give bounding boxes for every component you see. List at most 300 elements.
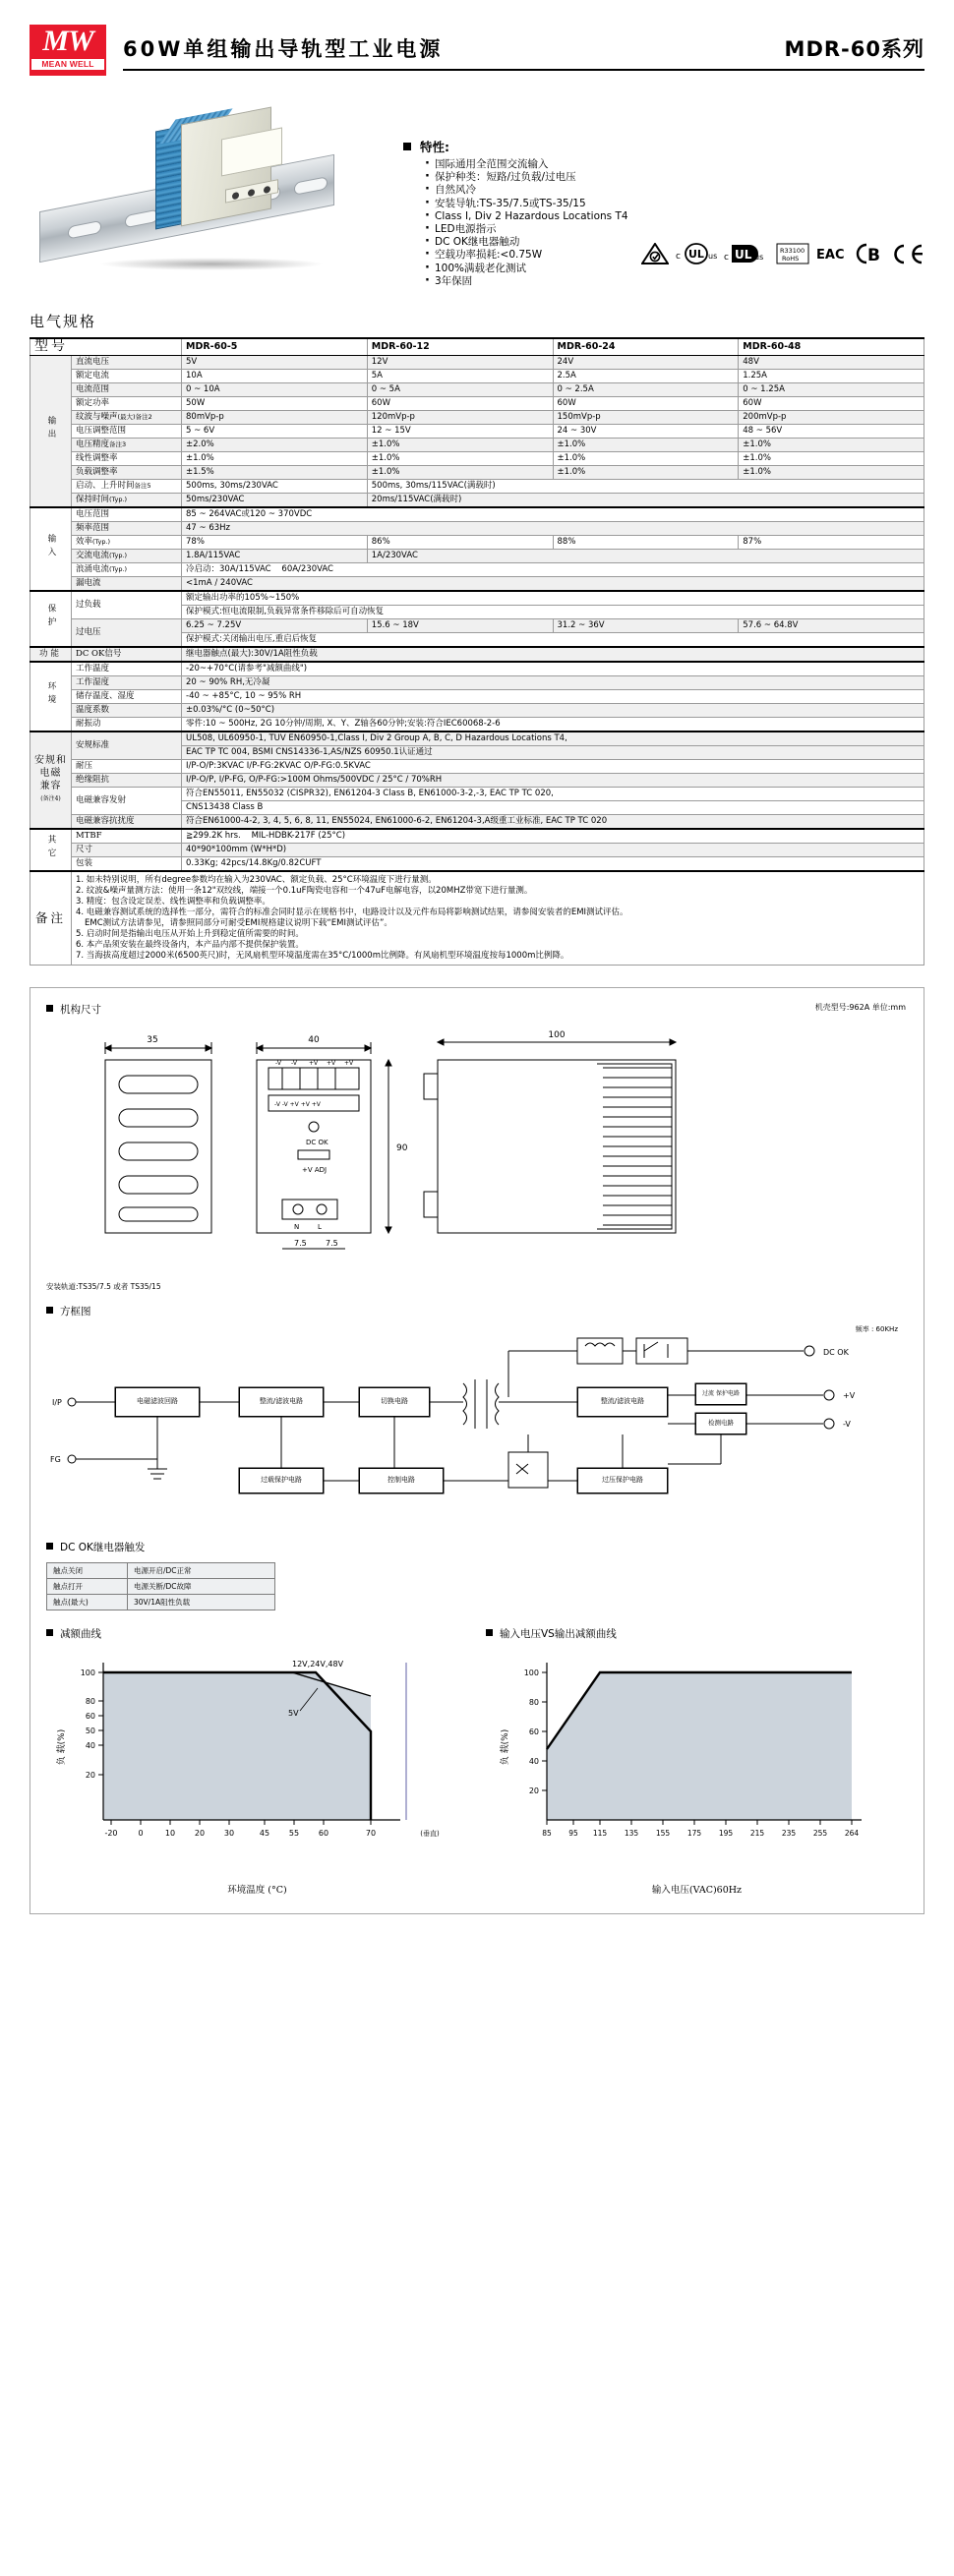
svg-text:UL: UL [688,248,704,261]
eac-icon [816,244,846,263]
table-row-notes [30,871,924,966]
svg-text:235: 235 [781,1828,797,1838]
cell: 20ms/115VAC(满载时) [367,493,924,507]
derating-xlabel: 环境温度 (°C) [227,1884,287,1896]
svg-text:-V: -V [275,1059,281,1067]
block-box: 切换电路 [359,1387,430,1417]
row-label: 启动、上升时间备注5 [72,479,182,493]
charts-row [46,1616,908,1896]
dcok-table [46,1562,275,1610]
row-label: 保持时间(Typ.) [72,493,182,507]
cell: 88% [553,535,739,549]
cell: ±1.0% [739,465,924,479]
svg-text:-V: -V [291,1059,297,1067]
cell: 6.25 ~ 7.25V [182,618,368,632]
cell: 20 ~ 90% RH,无冷凝 [182,675,924,689]
cell: 60W [553,396,739,410]
row-label: 漏电流 [72,576,182,591]
svg-text:264: 264 [844,1828,860,1838]
row-label: 线性调整率 [72,451,182,465]
cell: 50ms/230VAC [182,493,368,507]
svg-text:40: 40 [308,1034,320,1045]
svg-text:45: 45 [259,1828,270,1838]
features-heading-text: 特性: [420,140,449,154]
svg-text:us: us [708,252,717,261]
svg-text:40: 40 [528,1756,539,1766]
ce-icon [891,243,924,264]
row-label: 交流电流(Typ.) [72,549,182,562]
dcok-value: 30V/1A阻性负载 [128,1594,275,1610]
model-col-2: MDR-60-12 [367,338,553,355]
svg-text:85: 85 [542,1828,552,1838]
bullet-square-icon [46,1307,53,1314]
table-row [30,451,924,465]
cell: EAC TP TC 004, BSMI CNS14336-1,AS/NZS 60950.1认证通过 [182,745,924,759]
dcok-title: DC OK继电器触发 [46,1540,908,1554]
table-row-model [30,338,924,355]
cell: 5V [182,355,368,369]
bullet-square-icon [486,1629,493,1636]
series-title: MDR-60系列 [784,37,924,61]
table-row [30,647,924,662]
cell: 60W [739,396,924,410]
svg-text:40: 40 [85,1740,95,1750]
svg-text:+V: +V [309,1059,319,1067]
r33100-rohs-icon [776,243,809,264]
row-label: 工作湿度 [72,675,182,689]
cell: 50W [182,396,368,410]
table-row [30,479,924,493]
cell: 12V [367,355,553,369]
svg-text:10: 10 [164,1828,176,1838]
svg-text:175: 175 [686,1828,702,1838]
svg-text:EAC: EAC [816,248,845,263]
cell: ±1.5% [182,465,368,479]
cell: I/P-O/P:3KVAC I/P-FG:2KVAC O/P-FG:0.5KVAC [182,759,924,773]
group-others: 其它 [30,829,72,871]
row-label: 纹波与噪声(最大)备注2 [72,410,182,424]
svg-text:20: 20 [528,1786,539,1795]
note-line: EMC测试方法请参见，请参照同部分可耐受EMI规格建议说明下载“EMI测试评估”。 [85,917,392,928]
table-row [30,465,924,479]
derating-title: 减额曲线 [46,1626,468,1641]
svg-text:-V: -V [843,1419,851,1429]
spec-table-wrapper [30,337,924,966]
row-label: 过负载 [72,591,182,619]
cell: 继电器触点(最大):30V/1A阻性负载 [182,647,924,662]
svg-text:FG: FG [50,1454,61,1464]
cell: ≧299.2K hrs. MIL-HDBK-217F (25°C) [182,829,924,844]
rail-note: 安装轨道:TS35/7.5 或者 TS35/15 [46,1281,161,1291]
cell: ±1.0% [553,438,739,451]
row-label: 电压精度备注3 [72,438,182,451]
svg-text:I/P: I/P [52,1397,62,1407]
row-label: 额定功率 [72,396,182,410]
cell: 40*90*100mm (W*H*D) [182,843,924,856]
svg-text:80: 80 [528,1697,539,1707]
svg-text:us: us [754,253,764,262]
table-row [30,618,924,632]
row-label: 温度系数 [72,703,182,717]
series-label-5v: 5V [288,1708,299,1718]
table-row [30,438,924,451]
svg-text:c: c [724,253,729,263]
cell: 0 ~ 5A [367,382,553,396]
feature-item: · 3年保固 [425,275,797,288]
svg-text:R33100: R33100 [780,247,805,255]
svg-text:100: 100 [548,1029,566,1040]
cell: 48 ~ 56V [739,424,924,438]
meanwell-logo [30,25,106,76]
svg-text:DC OK: DC OK [823,1347,849,1357]
cell: -40 ~ +85°C, 10 ~ 95% RH [182,689,924,703]
feature-item: · 100%满载老化测试 [425,263,797,275]
svg-text:255: 255 [812,1828,828,1838]
table-row [30,424,924,438]
table-row [30,787,924,800]
svg-text:95: 95 [568,1828,578,1838]
page-header [30,22,924,83]
cell: 1.8A/115VAC [182,549,368,562]
lower-panel [30,987,924,1914]
row-label: 过电压 [72,618,182,647]
row-label: 耐压 [72,759,182,773]
row-label: 频率范围 [72,521,182,535]
row-label: DC OK信号 [72,647,182,662]
cell: 47 ~ 63Hz [182,521,924,535]
block-box: 控制电路 [359,1468,444,1493]
mechanical-drawing [46,1025,908,1298]
cell: 120mVp-p [367,410,553,424]
ul-us-icon [724,243,769,264]
table-row [30,521,924,535]
note-line: 3. 精度：包含设定误差、线性调整率和负载调整率。 [76,896,270,907]
row-label: 包装 [72,856,182,871]
block-diagram-svg [46,1326,931,1528]
input-derating-xlabel: 输入电压(VAC)60Hz [651,1884,743,1896]
svg-text:UL: UL [735,248,752,262]
spec-section-title: 电气规格 [30,313,97,330]
table-row [30,703,924,717]
certification-logos [641,240,924,267]
logo-mark: MW [42,25,93,57]
svg-text:100: 100 [523,1668,539,1677]
row-label: 效率(Typ.) [72,535,182,549]
svg-text:20: 20 [85,1770,95,1780]
group-output: 输出 [30,355,72,507]
svg-text:7.5: 7.5 [326,1238,338,1248]
cell: 0 ~ 2.5A [553,382,739,396]
svg-text:90: 90 [396,1142,408,1153]
features-heading [403,138,797,155]
svg-text:215: 215 [749,1828,765,1838]
table-row [30,549,924,562]
note-line: 2. 纹波&噪声量测方法：使用一条12"双绞线，端接一个0.1uF陶瓷电容和一个47uF电解电容，以20MHZ带宽下进行量测。 [76,885,533,896]
logo-wordmark: MEAN WELL [31,59,104,70]
feature-item: · 自然风冷 [425,184,797,197]
svg-text:70: 70 [365,1828,377,1838]
table-row [30,732,924,746]
mech-svg [46,1025,931,1290]
svg-text:135: 135 [624,1828,639,1838]
derating-svg [46,1649,459,1873]
cell: 5 ~ 6V [182,424,368,438]
row-label: 电磁兼容发射 [72,787,182,814]
note-line: 6. 本产品须安装在最终设备内，本产品内部不提供保护装置。 [76,939,304,950]
model-label: 型号 [30,338,182,355]
cell: ±1.0% [553,465,739,479]
row-label: 储存温度、湿度 [72,689,182,703]
cell: ±1.0% [367,465,553,479]
cell: 150mVp-p [553,410,739,424]
table-row [30,662,924,676]
block-box: 整流/滤波电路 [239,1387,324,1417]
cell: ±1.0% [182,451,368,465]
cell: ±1.0% [739,438,924,451]
row-label: 额定电流 [72,369,182,382]
cell: ±1.0% [739,451,924,465]
cell: 85 ~ 264VAC或120 ~ 370VDC [182,507,924,522]
row-label: 耐振动 [72,717,182,732]
header-divider [123,69,924,71]
svg-text:+V: +V [843,1390,856,1400]
mech-note: 机壳型号:962A 单位:mm [814,1002,906,1012]
table-row [30,591,924,606]
block-box: 检测电路 [695,1413,746,1434]
note-line: 5. 启动时间是指输出电压从开始上升到稳定值所需要的时间。 [76,928,304,939]
cell: 60W [367,396,553,410]
table-row [30,576,924,591]
svg-text:60: 60 [85,1711,95,1721]
cell: 86% [367,535,553,549]
row-label: 负载调整率 [72,465,182,479]
svg-text:100: 100 [80,1668,95,1677]
block-title: 方框图 [46,1304,908,1318]
table-row [30,689,924,703]
dcok-key: 触点关闭 [47,1562,128,1578]
group-protection: 保护 [30,591,72,647]
input-derating-chart [486,1616,908,1896]
table-row [30,675,924,689]
note-line: 1. 如未特别说明，所有degree参数均在输入为230VAC、额定负载、25°C环境温度下进行量测。 [76,874,437,885]
block-diagram [46,1326,908,1538]
cb-icon [853,243,884,264]
feature-item: · 国际通用全范围交流输入 [425,158,797,171]
row-label: 绝缘阻抗 [72,773,182,787]
cell: 12 ~ 15V [367,424,553,438]
cell: 200mVp-p [739,410,924,424]
svg-text:60: 60 [318,1828,329,1838]
freq-label: 频率 : 60KHz [855,1324,898,1333]
table-row [30,396,924,410]
feature-item: · 安装导轨:TS-35/7.5或TS-35/15 [425,198,797,210]
table-row [30,535,924,549]
bullet-square-icon [46,1543,53,1550]
page-title: 60W单组输出导轨型工业电源 [123,37,444,61]
cell: 24 ~ 30V [553,424,739,438]
cell: ±1.0% [367,438,553,451]
row-label: 尺寸 [72,843,182,856]
cell: 额定输出功率的105%~150% [182,591,924,606]
svg-text:55: 55 [288,1828,300,1838]
input-derating-svg [486,1649,899,1873]
svg-text:-V -V +V +V +V: -V -V +V +V +V [274,1100,321,1108]
svg-text:30: 30 [223,1828,235,1838]
feature-item: · LED电源指示 [425,223,797,236]
cell: 零件:10 ~ 500Hz, 2G 10分钟/周期, X、Y、Z轴各60分钟;安装:符合IEC60068-2-6 [182,717,924,732]
cell: 1A/230VAC [367,549,924,562]
row-label: 电流范围 [72,382,182,396]
cell: UL508, UL60950-1, TUV EN60950-1,Class I, Div 2 Group A, B, C, D Hazardous Locations T4, [182,732,924,746]
datasheet-page [0,22,954,2576]
table-row [30,562,924,576]
power-supply-unit-graphic [155,107,271,236]
block-box: 电磁滤波回路 [115,1387,200,1417]
svg-text:N: N [294,1222,300,1231]
table-row [30,829,924,844]
input-derating-title: 输入电压VS输出减额曲线 [486,1626,908,1641]
svg-text:(垂直): (垂直) [420,1829,440,1838]
features-list [403,158,800,288]
row-label: 直流电压 [72,355,182,369]
cell: 保护模式:关闭输出电压,重启后恢复 [182,632,924,647]
svg-text:负 载(%): 负 载(%) [501,1728,510,1765]
model-col-1: MDR-60-5 [182,338,368,355]
cell: 2.5A [553,369,739,382]
bullet-square-icon [46,1629,53,1636]
group-environment: 环境 [30,662,72,732]
table-row [30,843,924,856]
svg-text:7.5: 7.5 [294,1238,307,1248]
svg-text:RoHS: RoHS [782,255,800,263]
cell: 符合EN55011, EN55032 (CISPR32), EN61204-3 Class B, EN61000-3-2,-3, EAC TP TC 020, [182,787,924,800]
cell: 15.6 ~ 18V [367,618,553,632]
photo-shadow [98,258,325,270]
table-row [30,382,924,396]
block-box: 过压保护电路 [577,1468,668,1493]
cell: 24V [553,355,739,369]
svg-text:20: 20 [194,1828,206,1838]
svg-text:80: 80 [85,1696,95,1706]
table-row [30,493,924,507]
dcok-key: 触点(最大) [47,1594,128,1610]
table-row [47,1578,275,1594]
group-safety-emc: 安规和 电磁 兼容 (备注4) [30,732,72,829]
note-line: 7. 当海拔高度超过2000米(6500英尺)时，无风扇机型环境温度需在35°C/1000m比例降。有风扇机型环境温度按每1000m比例降。 [76,950,569,961]
svg-text:60: 60 [528,1727,539,1736]
cell: 1.25A [739,369,924,382]
svg-text:+V: +V [344,1059,354,1067]
hero-section [30,83,924,311]
svg-text:195: 195 [718,1828,734,1838]
row-label: 电压范围 [72,507,182,522]
svg-text:-20: -20 [104,1828,118,1838]
cell: CNS13438 Class B [182,800,924,814]
table-row [30,759,924,773]
cell: 57.6 ~ 64.8V [739,618,924,632]
svg-text:+V ADJ: +V ADJ [302,1165,328,1174]
svg-text:155: 155 [655,1828,671,1838]
row-label: 工作温度 [72,662,182,676]
table-row [30,773,924,787]
series-label-12v: 12V,24V,48V [292,1659,344,1669]
notes-cell [72,871,924,966]
table-row [30,814,924,829]
table-row [30,717,924,732]
cell: 87% [739,535,924,549]
bullet-square-icon [403,143,411,150]
dcok-value: 电源关断/DC故障 [128,1578,275,1594]
feature-item: · Class I, Div 2 Hazardous Locations T4 [425,210,797,223]
feature-item: · 保护种类：短路/过负载/过电压 [425,171,797,184]
group-notes: 备注 [30,871,72,966]
rcm-tick-icon [641,243,669,264]
row-label: 安规标准 [72,732,182,760]
group-input: 输入 [30,507,72,591]
feature-item: · DC OK继电器触动 [425,236,797,249]
cell: I/P-O/P, I/P-FG, O/P-FG:>100M Ohms/500VDC / 25°C / 70%RH [182,773,924,787]
cell: 10A [182,369,368,382]
cell: ±2.0% [182,438,368,451]
product-photo [39,92,364,274]
row-label: MTBF [72,829,182,844]
mech-title: 机构尺寸 机壳型号:962A 单位:mm [46,1002,908,1017]
row-label: 电压调整范围 [72,424,182,438]
cell: 48V [739,355,924,369]
svg-text:35: 35 [147,1034,158,1045]
row-label: 电磁兼容抗扰度 [72,814,182,829]
svg-text:DC OK: DC OK [306,1138,328,1146]
group-function: 功能 [30,647,72,662]
table-row [30,369,924,382]
feature-item: · 空载功率损耗:<0.75W [425,249,797,262]
cell: 0 ~ 1.25A [739,382,924,396]
cell: 500ms, 30ms/230VAC [182,479,368,493]
svg-text:115: 115 [592,1828,608,1838]
table-row [30,355,924,369]
cell: ±1.0% [367,451,553,465]
table-row [30,856,924,871]
cell: 80mVp-p [182,410,368,424]
cell: 符合EN61000-4-2, 3, 4, 5, 6, 8, 11, EN55024, EN61000-6-2, EN61204-3,A级重工业标准, EAC TP TC 020 [182,814,924,829]
svg-text:负 载(%): 负 载(%) [57,1728,67,1765]
cell: 31.2 ~ 36V [553,618,739,632]
svg-text:50: 50 [85,1726,95,1735]
svg-text:L: L [318,1222,322,1231]
cell: <1mA / 240VAC [182,576,924,591]
block-box: 整流/滤波电路 [577,1387,668,1417]
block-box: 过流 保护电路 [695,1383,746,1405]
note-line: 4. 电磁兼容测试系统的选择性一部分，需符合的标准会同时显示在规格书中，电路设计以及元件布局将影响测试结果，请参阅安装者的EMI测试评估。 [76,907,628,917]
cell: 0.33Kg; 42pcs/14.8Kg/0.82CUFT [182,856,924,871]
bullet-square-icon [46,1005,53,1012]
cell: ±0.03%/°C (0~50°C) [182,703,924,717]
table-row [30,507,924,522]
cul-us-icon [676,243,717,264]
dcok-key: 触点打开 [47,1578,128,1594]
model-col-3: MDR-60-24 [553,338,739,355]
svg-text:+V: +V [327,1059,336,1067]
row-label: 浪涌电流(Typ.) [72,562,182,576]
derating-chart [46,1616,468,1896]
cell: 500ms, 30ms/115VAC(满载时) [367,479,924,493]
table-row [47,1562,275,1578]
cell: 保护模式:恒电流限制,负载异常条件移除后可自动恢复 [182,605,924,618]
dcok-value: 电源开启/DC正常 [128,1562,275,1578]
cell: 5A [367,369,553,382]
svg-text:B: B [867,246,880,264]
table-row [47,1594,275,1610]
